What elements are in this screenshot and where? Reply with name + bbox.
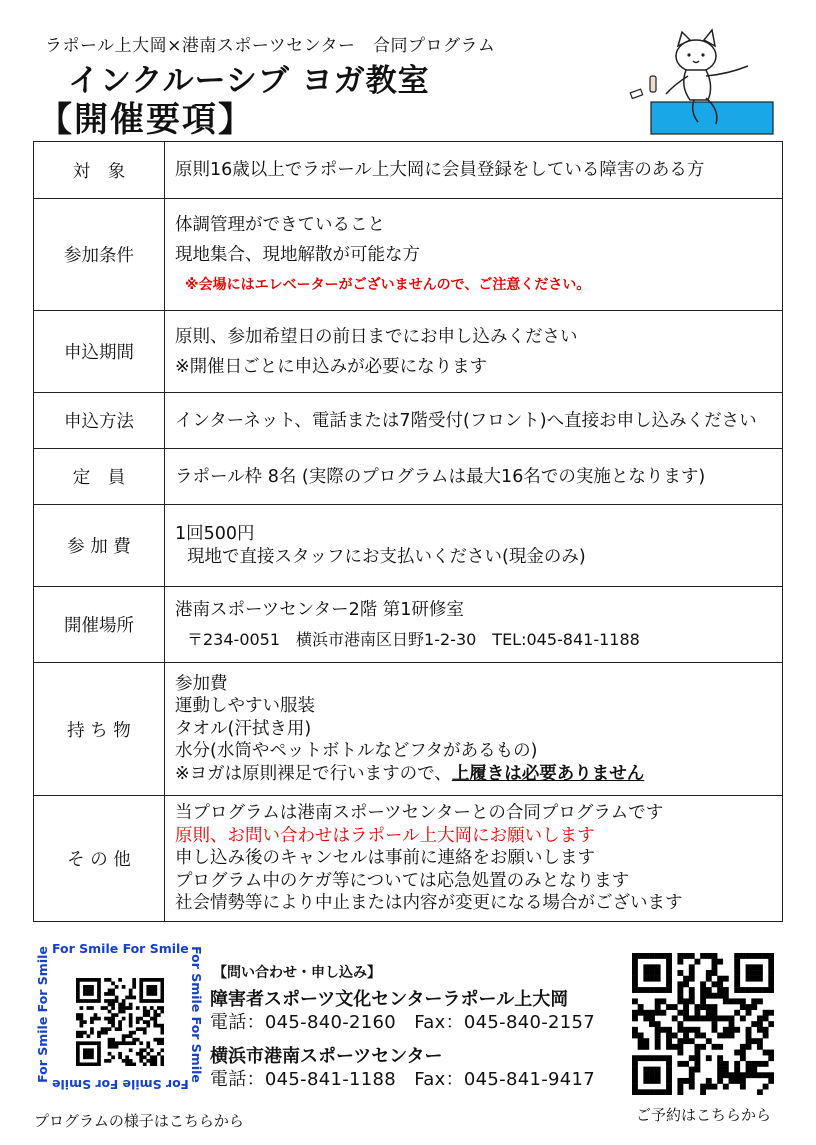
label-other: そ の 他 [34, 796, 165, 922]
condition-line: 体調管理ができていること [175, 214, 385, 235]
value-other [165, 796, 783, 922]
page-title: インクルーシブ ヨガ教室 [68, 63, 430, 99]
qr-code-program-icon[interactable] [76, 978, 164, 1066]
row-target [34, 142, 783, 199]
value-method: インターネット、電話または7階受付(フロント)へ直接お申し込みください [165, 393, 783, 449]
org-konan: 横浜市港南スポーツセンター [210, 1046, 443, 1067]
venue-address: 〒234-0051 横浜市港南区日野1-2-30 TEL:045-841-1188 [187, 629, 640, 649]
label-conditions: 参加条件 [34, 199, 165, 311]
elevator-warning: ※会場にはエレベーターがございませんので、ご注意ください。 [185, 276, 591, 293]
label-method: 申込方法 [34, 393, 165, 449]
org-laport: 障害者スポーツ文化センターラポール上大岡 [210, 989, 569, 1010]
row-period [34, 311, 783, 393]
value-fee [165, 505, 783, 587]
value-conditions [165, 199, 783, 311]
belongings-note-prefix: ※ヨガは原則裸足で行いますので、 [175, 763, 452, 784]
belongings-item: タオル(汗拭き用) [175, 718, 312, 739]
cat-yoga-mascot-icon [620, 26, 776, 138]
belongings-item: 運動しやすい服装 [175, 696, 315, 717]
frame-text-bottom: For Smile For Smile [52, 1077, 189, 1092]
program-subtitle: ラポール上大岡×港南スポーツセンター 合同プログラム [45, 36, 496, 56]
org-laport-contact: 電話：045-840-2160 Fax：045-840-2157 [210, 1012, 596, 1033]
value-capacity: ラポール枠 8名 (実際のプログラムは最大16名での実施となります) [165, 449, 783, 505]
other-line: プログラム中のケガ等については応急処置のみとなります [175, 870, 630, 891]
belongings-note [175, 763, 772, 786]
other-line: 申し込み後のキャンセルは事前に連絡をお願いします [175, 848, 595, 868]
value-target: 原則16歳以上でラポール上大岡に会員登録をしている障害のある方 [165, 142, 783, 199]
label-venue: 開催場所 [34, 587, 165, 663]
row-other [34, 796, 783, 922]
label-period: 申込期間 [34, 311, 165, 393]
label-belongings: 持 ち 物 [34, 663, 165, 796]
row-fee [34, 505, 783, 587]
belongings-item: 参加費 [175, 673, 228, 694]
org-konan-contact: 電話：045-841-1188 Fax：045-841-9417 [210, 1069, 596, 1090]
fee-payment: 現地で直接スタッフにお支払いください(現金のみ) [187, 546, 586, 567]
frame-text-right: For Smile For Smile [188, 946, 204, 1083]
frame-text-top: For Smile For Smile [52, 941, 189, 956]
period-line: ※開催日ごとに申込みが必要になります [175, 356, 488, 377]
reservation-caption: ご予約はこちらから [636, 1106, 772, 1124]
label-target: 対 象 [34, 142, 165, 199]
program-video-caption: プログラムの様子はこちらから [34, 1112, 244, 1130]
row-belongings [34, 663, 783, 796]
venue-name: 港南スポーツセンター2階 第1研修室 [175, 599, 464, 620]
other-line: 社会情勢等により中止または内容が変更になる場合がございます [175, 893, 683, 913]
other-line-contact: 原則、お問い合わせはラポール上大岡にお願いします [175, 825, 595, 846]
label-capacity: 定 員 [34, 449, 165, 505]
frame-text-left: For Smile For Smile [34, 946, 50, 1083]
period-line: 原則、参加希望日の前日までにお申し込みください [175, 326, 578, 347]
value-belongings [165, 663, 783, 796]
value-venue [165, 587, 783, 663]
belongings-item: 水分(水筒やペットボトルなどフタがあるもの) [175, 741, 538, 762]
belongings-note-emphasis: 上履きは必要ありません [451, 763, 645, 784]
label-fee: 参 加 費 [34, 505, 165, 587]
section-heading: 【開催要項】 [38, 100, 254, 140]
condition-line: 現地集合、現地解散が可能な方 [175, 244, 420, 265]
row-capacity [34, 449, 783, 505]
qr-code-reservation-icon[interactable] [632, 953, 774, 1095]
value-period [165, 311, 783, 393]
fee-amount: 1回500円 [175, 524, 255, 544]
row-venue [34, 587, 783, 663]
guidelines-table [33, 141, 783, 922]
other-line: 当プログラムは港南スポーツセンターとの合同プログラムです [175, 803, 664, 823]
row-method [34, 393, 783, 449]
row-conditions [34, 199, 783, 311]
contact-heading: 【問い合わせ・申し込み】 [213, 965, 381, 981]
